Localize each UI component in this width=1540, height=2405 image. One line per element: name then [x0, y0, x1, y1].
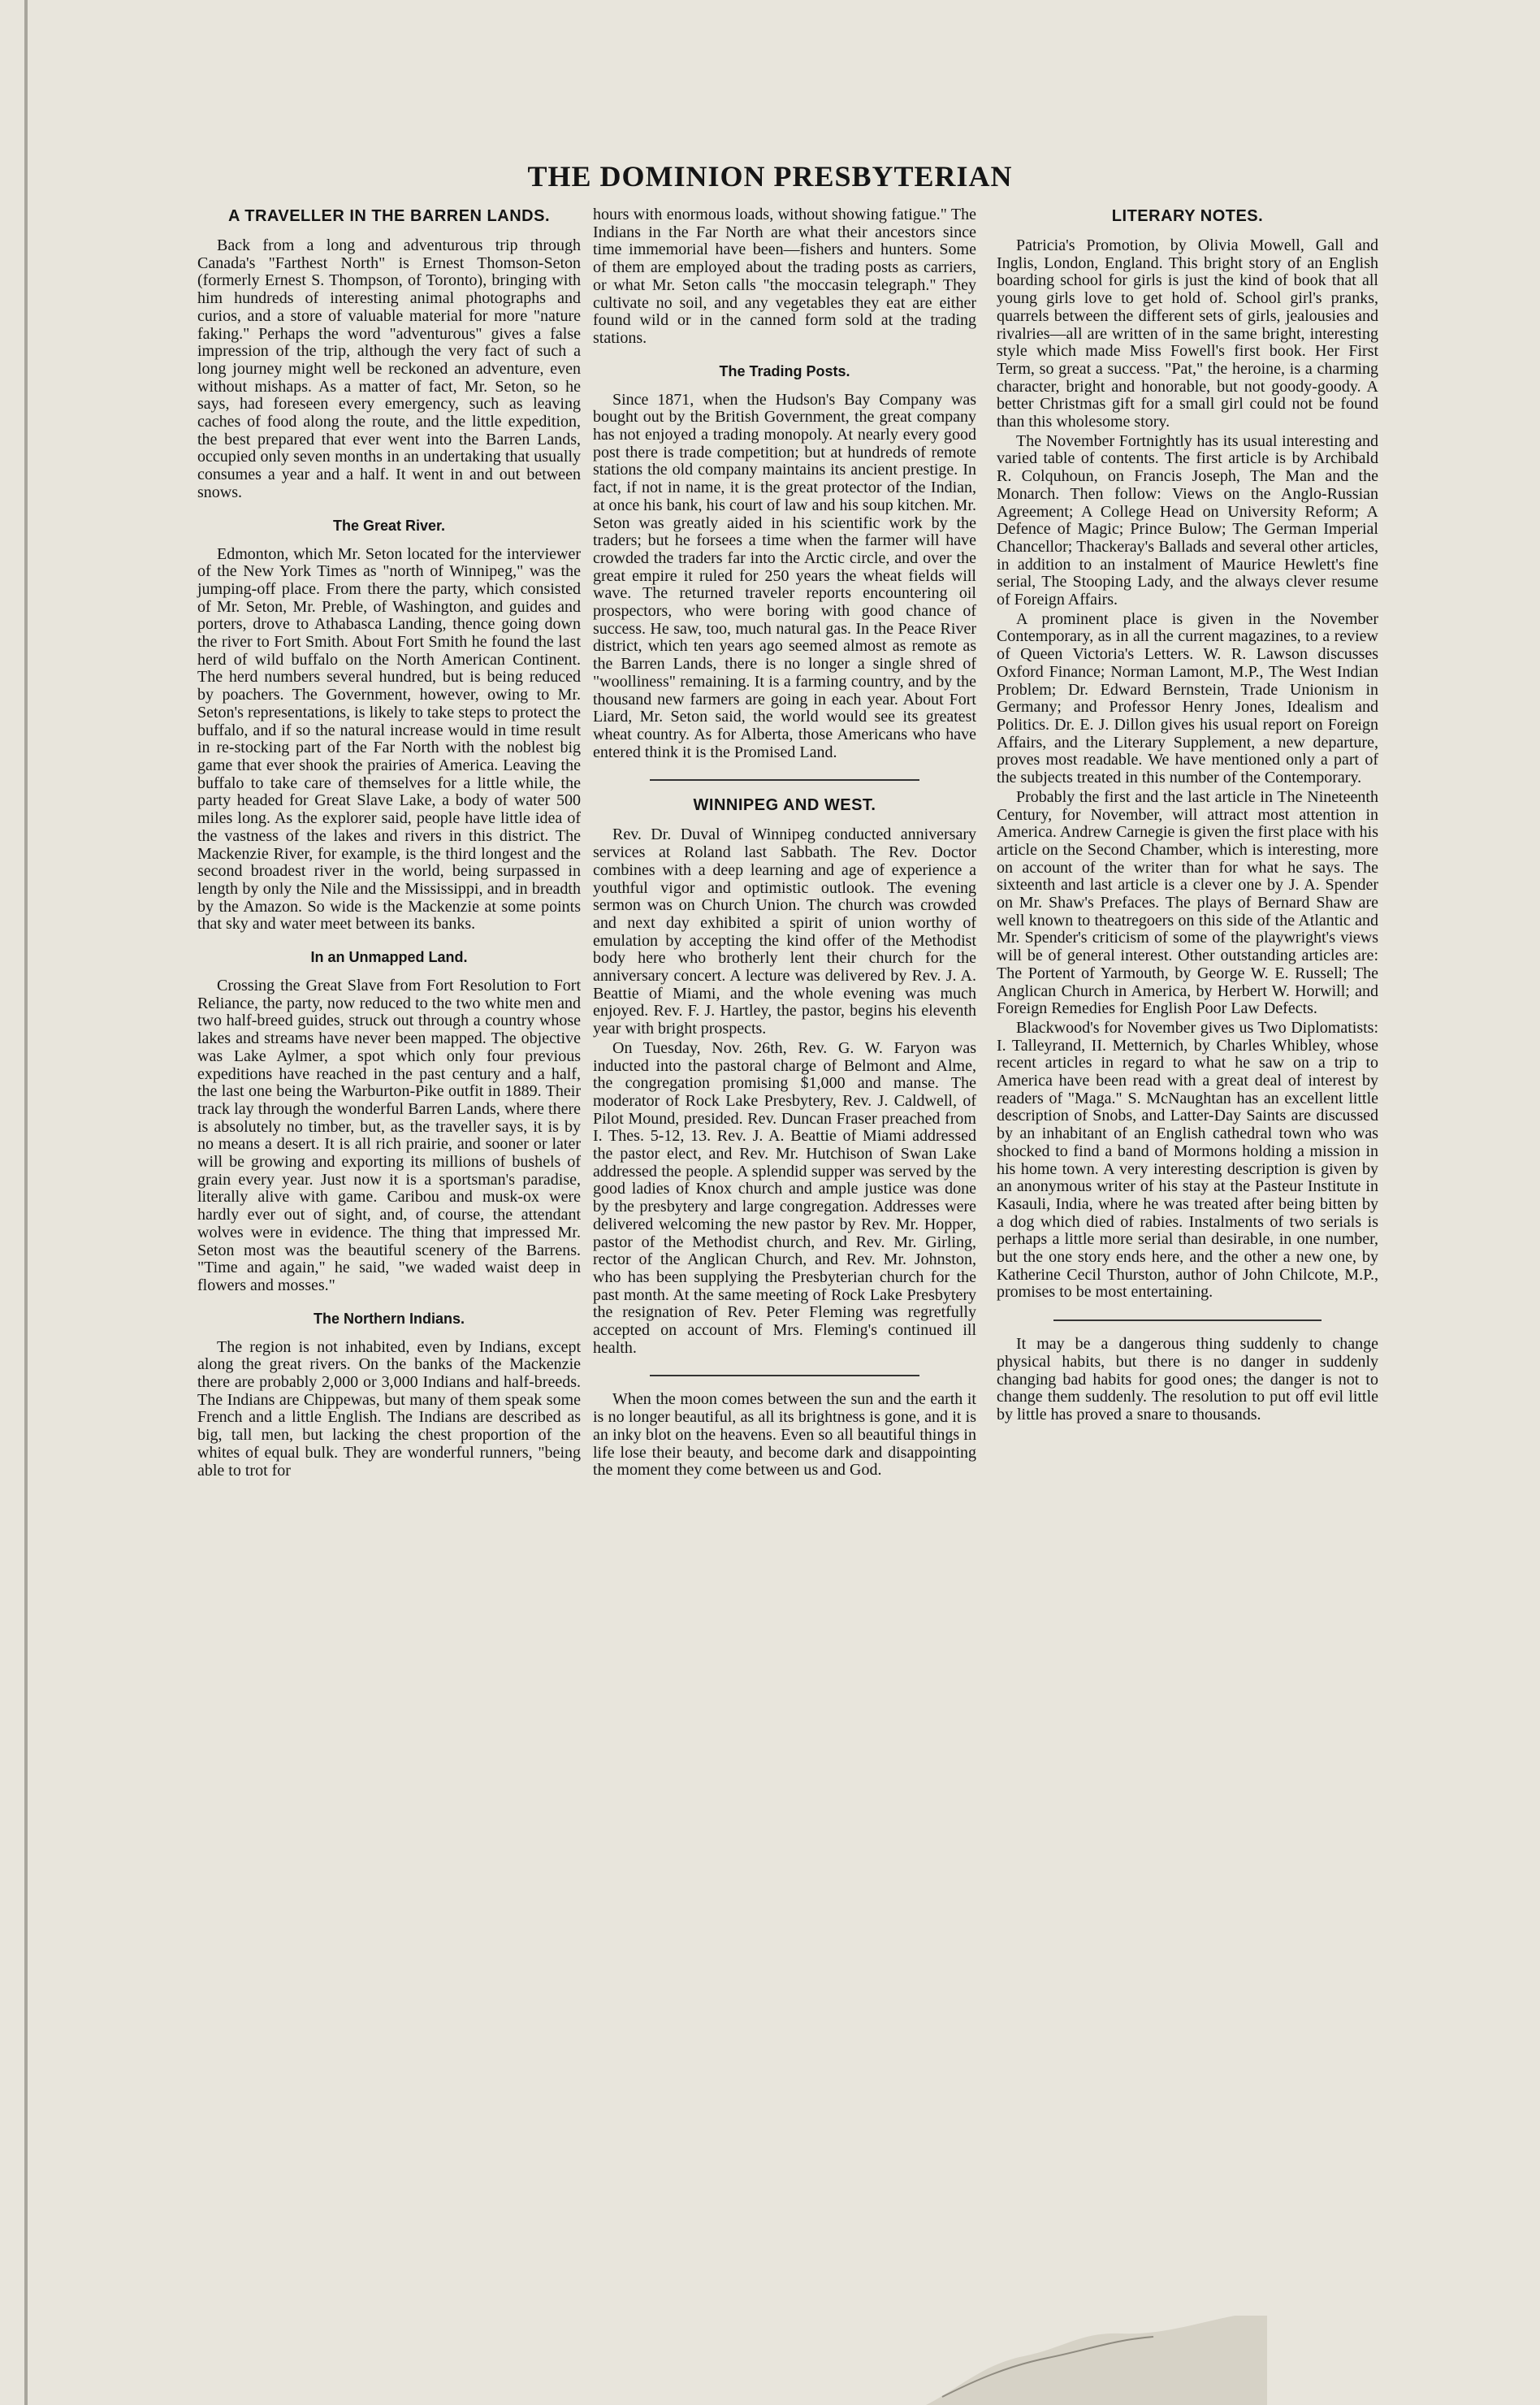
column-2 — [593, 206, 976, 1480]
paragraph: It may be a dangerous thing suddenly to change physical habits, but there is no danger in suddenly changing bad habits for good ones; the danger is not to change them suddenly. The resolution to put off evil little by little has proved a snare to thousands. — [997, 1335, 1378, 1424]
article-title-literary-notes: LITERARY NOTES. — [1111, 207, 1264, 225]
paragraph: Edmonton, which Mr. Seton located for the interviewer of the New York Times as "north of Winnipeg," was the jumping-off place. From there the party, which consisted of Mr. Seton, Mr. Preble, of Washington, and guides and porters, drove to Athabasca Landing, thence going down the river to Fort Smith. About Fort Smith he found the last herd of wild buffalo on the North American Continent. The herd numbers several hundred, but is being reduced by poachers. The Government, however, owing to Mr. Seton's representations, is likely to take steps to protect the buffalo, and if so the natural increase would in time result in re-stocking part of the Far North with the noblest big game that ever shook the prairies of America. Leaving the buffalo to take care of themselves for a little while, the party headed for Great Slave Lake, a body of water 500 miles long. As the explorer said, people have little idea of the vastness of the lakes and rivers in this district. The Mackenzie River, for example, is the third longest and the second broadest river in the world, being surpassed in length by only the Nile and the Mississippi, and in breadth by the Amazon. So wide is the Mackenzie at some points that sky and water meet between its banks. — [197, 544, 581, 934]
divider — [650, 1375, 919, 1376]
divider — [1053, 1320, 1322, 1321]
paragraph: Patricia's Promotion, by Olivia Mowell, Gall and Inglis, London, England. This bright story of an English boarding school for girls is just the kind of book that all young girls love to get hold of. School girl's pranks, quarrels between the different sets of girls, jealousies and rivalries—all are written of in the same bright, interesting style which made Miss Fowell's first book. Her First Term, so great a success. "Pat," the heroine, is a charming character, bright and honorable, but not goody-goody. A better Christmas gift for a small girl could not be found than this wholesome story. — [997, 236, 1378, 431]
subheading-great-river: The Great River. — [332, 517, 446, 534]
masthead: THE DOMINION PRESBYTERIAN — [527, 160, 1013, 193]
subheading-northern-indians: The Northern Indians. — [313, 1310, 465, 1327]
article-title-traveller: A TRAVELLER IN THE BARREN LANDS. — [228, 207, 550, 225]
torn-corner-mark — [926, 2316, 1267, 2405]
article-title-winnipeg: WINNIPEG AND WEST. — [693, 796, 876, 815]
column-1 — [197, 206, 581, 1480]
paragraph: hours with enormous loads, without showing fatigue." The Indians in the Far North are what their ancestors since time immemorial have been—fishers and hunters. Some of them are employed about the trading posts as carriers, or what Mr. Seton calls "the moccasin telegraph." They cultivate no soil, and any vegetables they eat are either found wild or in the canned form sold at the trading stations. — [593, 206, 976, 347]
paragraph: Blackwood's for November gives us Two Diplomatists: I. Talleyrand, II. Metternich, by Charles Whibley, whose recent articles in regard to what he saw on a trip to America have been read with a great deal of interest by readers of "Maga." S. McNaughtan has an excellent little description of Snobs, and Latter-Day Saints are discussed by an inhabitant of an English cathedral town who was shocked to find a band of Mormons holding a mission in his home town. A very interesting description is given by an anonymous writer of his stay at the Pasteur Institute in Kasauli, India, where he was treated after being bitten by a dog which died of rabies. Instalments of two serials is perhaps a little more serial than desirable, in one number, but the one story ends here, and the other a new one, by Katherine Cecil Thurston, author of John Chilcote, M.P., promises to be most entertaining. — [997, 1018, 1378, 1302]
column-3 — [997, 206, 1378, 1424]
paragraph: Since 1871, when the Hudson's Bay Company was bought out by the British Government, the great company has not enjoyed a trading monopoly. At nearly every good post there is trade competition; but at hundreds of remote stations the old company maintains its ancient prestige. In fact, if not in name, it is the great protector of the Indian, at once his bank, his court of law and his soup kitchen. Mr. Seton was greatly aided in his scientific work by the traders; but he forsees a time when the farmer will have crowded the traders far into the Arctic circle, and over the great empire it ruled for 250 years the wheat fields will wave. The returned traveler reports encountering oil prospectors, who were boring with good chance of success. He saw, too, much natural gas. In the Peace River district, which ten years ago seemed almost as remote as the Barren Lands, there is no longer a single shred of "woolliness" remaining. It is a farming country, and by the thousand new farmers are going in each year. About Fort Liard, Mr. Seton said, the world would see its greatest wheat country. As for Alberta, those Americans who have entered think it is the Promised Land. — [593, 390, 976, 761]
paragraph: A prominent place is given in the November Contemporary, as in all the current magazines, to a review of Queen Victoria's Letters. W. R. Lawson discusses Oxford Finance; Norman Lamont, M.P., The West Indian Problem; Dr. Edward Bernstein, Trade Unionism in Germany; and Professor Henry Jones, Idealism and Politics. Dr. E. J. Dillon gives his usual report on Foreign Affairs, and the Literary Supplement, a new departure, proves most readable. We have mentioned only a part of the subjects treated in this number of the Contemporary. — [997, 609, 1378, 787]
paragraph: The region is not inhabited, even by Indians, except along the great rivers. On the banks of the Mackenzie there are probably 2,000 or 3,000 Indians and half-breeds. The Indians are Chippewas, but many of them speak some French and a little English. The Indians are described as big, tall men, but lacking the chest proportion of the whites of equal bulk. They are wonderful runners, "being able to trot for — [197, 1337, 581, 1480]
subheading-trading-posts: The Trading Posts. — [719, 362, 850, 379]
paragraph: When the moon comes between the sun and the earth it is no longer beautiful, as all its brightness is gone, and it is an inky blot on the heavens. Even so all beautiful things in life lose their beauty, and become dark and disappointing the moment they come between us and God. — [593, 1390, 976, 1480]
page-binding-edge — [24, 0, 28, 2405]
paragraph: Rev. Dr. Duval of Winnipeg conducted anniversary services at Roland last Sabbath. The Rev. Doctor combines with a deep learning and age of experience a youthful vigor and optimistic outlook. The evening sermon was on Church Union. The church was crowded and next day exhibited a spirit of union worthy of emulation by accepting the kind offer of the Methodist body here who brotherly lent their church for the anniversary concert. A lecture was delivered by Rev. J. A. Beattie of Miami, and the whole evening was much enjoyed. Rev. F. J. Hartley, the pastor, begins his eleventh year with bright prospects. — [593, 826, 976, 1038]
paragraph: On Tuesday, Nov. 26th, Rev. G. W. Faryon was inducted into the pastoral charge of Belmont and Alme, the congregation promising $1,000 and manse. The moderator of Rock Lake Presbytery, Rev. J. Caldwell, of Pilot Mound, presided. Rev. Duncan Fraser preached from I. Thes. 5-12, 13. Rev. J. A. Beattie of Miami addressed the pastor elect, and Rev. Mr. Hutchison of Swan Lake addressed the people. A splendid supper was served by the good ladies of Knox church and ample justice was done by the presbytery and large congregation. Addresses were delivered welcoming the new pastor by Rev. Mr. Hopper, pastor of the Methodist church, and Rev. Mr. Girling, rector of the Anglican Church, and Rev. Mr. Johnston, who has been supplying the Presbyterian church for the past month. At the same meeting of Rock Lake Presbytery the resignation of Rev. Peter Fleming was regretfully accepted on account of Mrs. Fleming's continued ill health. — [593, 1038, 976, 1357]
subheading-unmapped-land: In an Unmapped Land. — [310, 949, 468, 966]
paragraph: Crossing the Great Slave from Fort Resolution to Fort Reliance, the party, now reduced to the two white men and two half-breed guides, struck out through a country whose lakes and streams have never been mapped. The objective was Lake Aylmer, a spot which only four previous expeditions have reached in the past century and a half, the last one being the Warburton-Pike outfit in 1889. Their track lay through the wonderful Barren Lands, where there is absolutely no timber, but, as the traveller says, it is by no means a desert. It is all rich prairie, and sooner or later will be growing and exporting its millions of bushels of grain every year. Just now it is a sportsman's paradise, literally alive with game. Caribou and musk-ox were hardly ever out of sight, and, of course, the attendant wolves were in evidence. The thing that impressed Mr. Seton most was the beautiful scenery of the Barrens. "Time and again," he said, "we waded waist deep in flowers and mosses." — [197, 977, 581, 1294]
paragraph: The November Fortnightly has its usual interesting and varied table of contents. The first article is by Archibald R. Colquhoun, on Francis Joseph, The Man and the Monarch. Then follow: Views on the Anglo-Russian Agreement; A College Head on University Reform; A Defence of Magic; Prince Bulow; The German Imperial Chancellor; Thackeray's Ballads and several other articles, in addition to an instalment of Maurice Hewlett's fine serial, The Stooping Lady, and the always clever resume of Foreign Affairs. — [997, 431, 1378, 609]
paragraph: Probably the first and the last article in The Nineteenth Century, for November, will attract most attention in America. Andrew Carnegie is given the first place with his article on the Second Chamber, which is interesting, more on account of the writer than for what he says. The sixteenth and last article is a clever one by J. A. Spender on Mr. Shaw's Prefaces. The plays of Bernard Shaw are well known to theatregoers on this side of the Atlantic and Mr. Spender's criticism of some of the playwright's views will be of general interest. Other outstanding articles are: The Portent of Yarmouth, by George W. E. Russell; The Anglican Church in America, by Herbert W. Horwill; and Foreign Remedies for English Poor Law Defects. — [997, 787, 1378, 1018]
paragraph: Back from a long and adventurous trip through Canada's "Farthest North" is Ernest Thomson-Seton (formerly Ernest S. Thompson, of Toronto), bringing with him hundreds of interesting animal photographs and curios, and a store of valuable material for more "nature faking." Perhaps the word "adventurous" gives a false impression of the trip, although the very fact of such a long journey might well be reckoned an adventure, even without mishaps. As a matter of fact, Mr. Seton, so he says, had foreseen every emergency, such as leaving caches of food along the route, and the little expedition, the best prepared that ever went into the Barren Lands, occupied only seven months in an undertaking that usually consumes a year and a half. It went in and out between snows. — [197, 236, 581, 501]
divider — [650, 779, 919, 781]
